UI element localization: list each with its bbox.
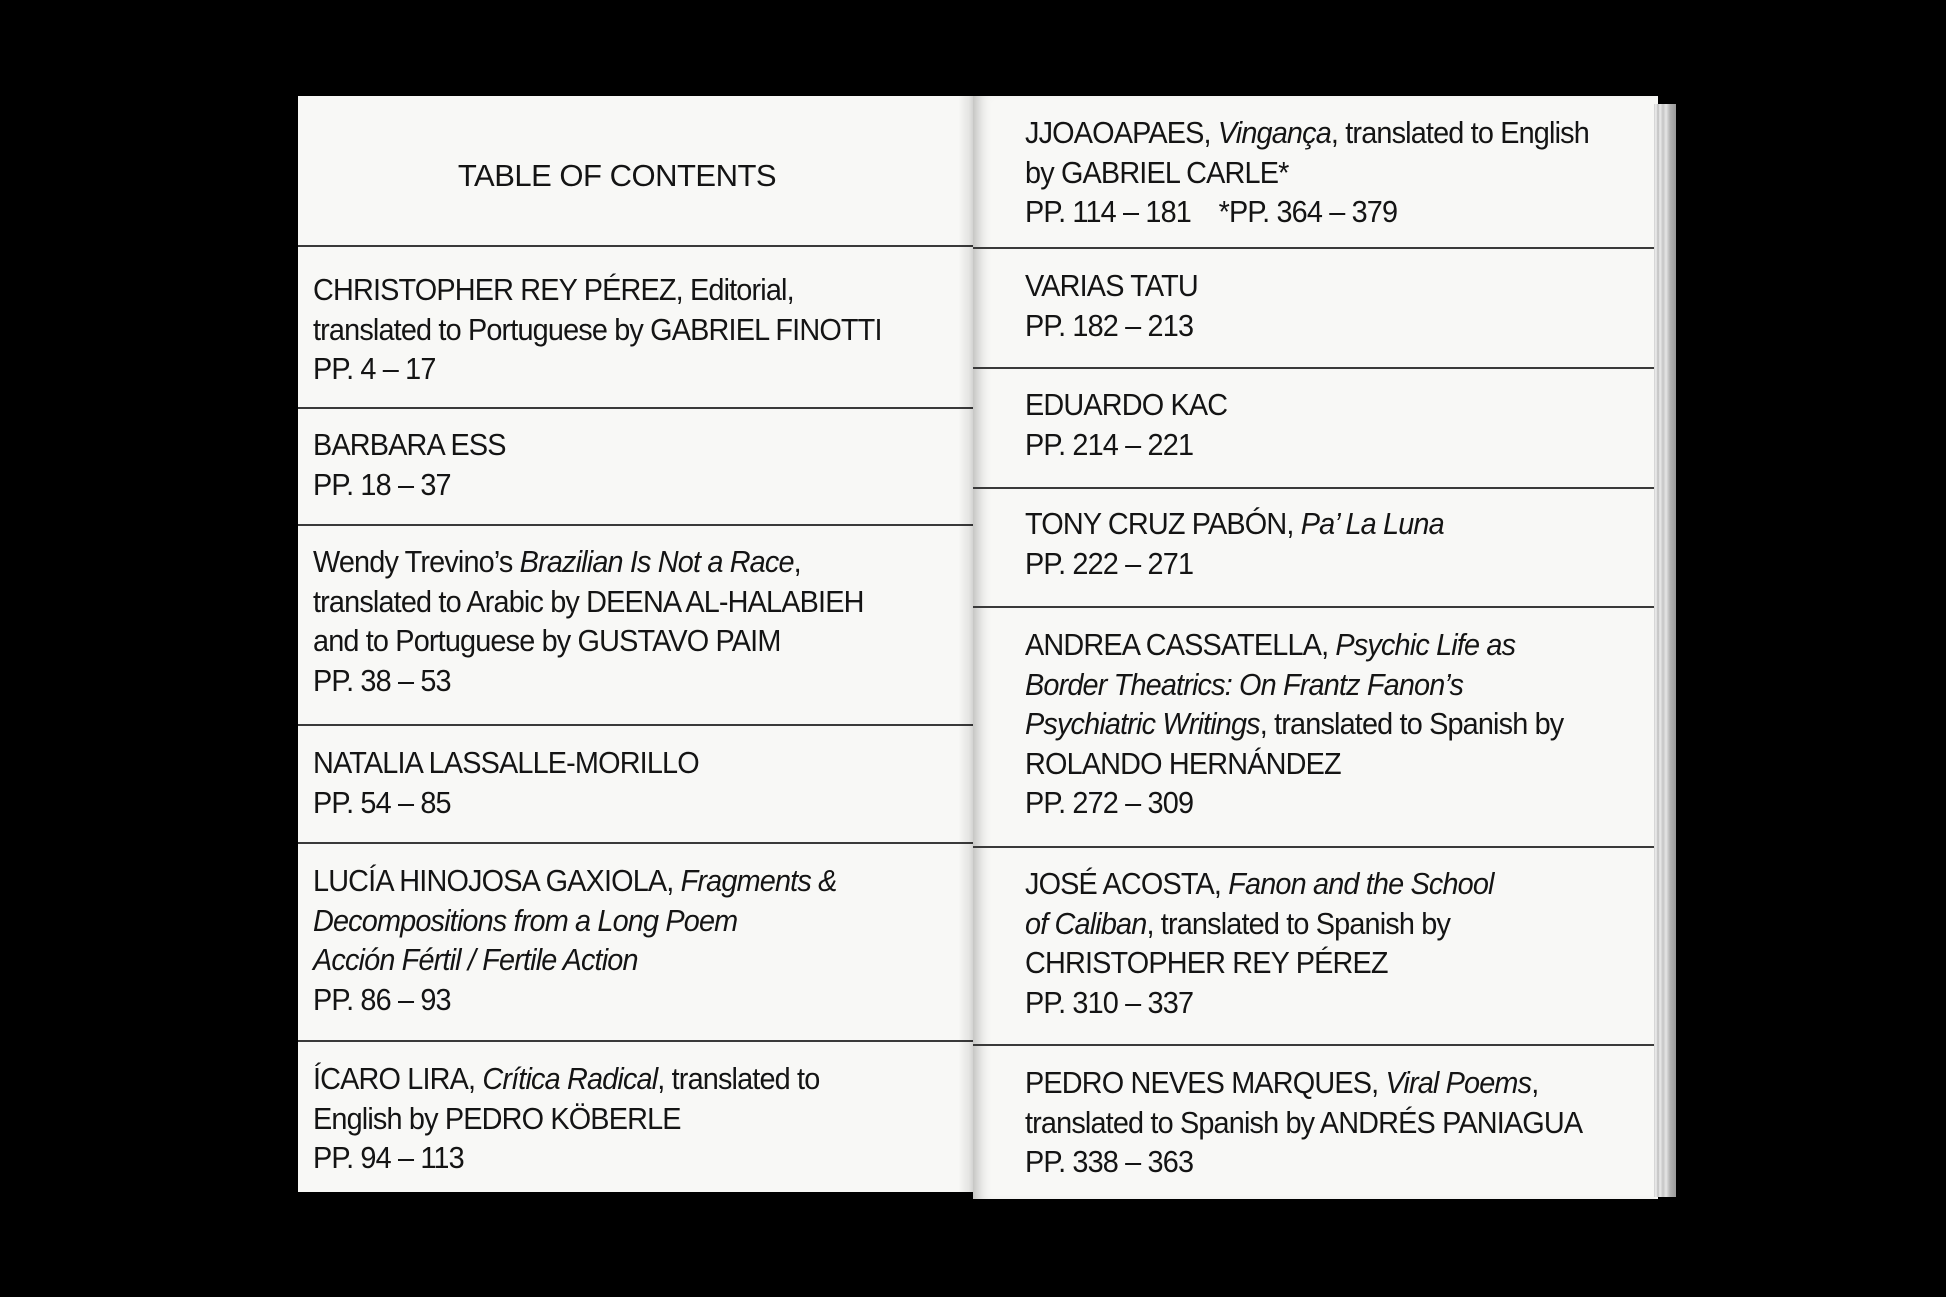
- entry-pages: PP. 38 – 53: [313, 662, 451, 698]
- entry-line: ANDREA CASSATELLA, Psychic Life as: [1025, 627, 1516, 662]
- entry-pages: PP. 272 – 309: [1025, 785, 1194, 820]
- toc-entry: [1025, 625, 1563, 823]
- divider: [973, 606, 1658, 608]
- entry-line: NATALIA LASSALLE-MORILLO: [313, 745, 699, 780]
- entry-line: PEDRO NEVES MARQUES, Viral Poems,: [1025, 1065, 1539, 1100]
- entry-line: EDUARDO KAC: [1025, 387, 1228, 422]
- entry-line: translated to Spanish by ANDRÉS PANIAGUA: [1025, 1104, 1583, 1140]
- entry-pages: PP. 214 – 221: [1025, 426, 1194, 462]
- entry-line: CHRISTOPHER REY PÉREZ: [1025, 945, 1388, 980]
- entry-pages: PP. 338 – 363: [1025, 1144, 1194, 1179]
- entry-line: VARIAS TATU: [1025, 268, 1198, 303]
- page-edges: [1654, 104, 1676, 1197]
- entry-pages: PP. 4 – 17: [313, 351, 436, 386]
- toc-entry: [1025, 1063, 1582, 1182]
- entry-line: JOSÉ ACOSTA, Fanon and the School: [1025, 866, 1494, 901]
- entry-line: Acción Fértil / Fertile Action: [313, 942, 638, 977]
- divider: [973, 1044, 1658, 1046]
- toc-entry: [313, 425, 506, 504]
- entry-line: LUCÍA HINOJOSA GAXIOLA, Fragments &: [313, 863, 837, 898]
- entry-pages-main: PP. 114 – 181: [1025, 194, 1192, 229]
- divider: [973, 487, 1658, 489]
- toc-entry: [313, 542, 864, 700]
- toc-entry: [1025, 864, 1494, 1022]
- entry-pages: PP. 54 – 85: [313, 784, 451, 820]
- entry-line: and to Portuguese by GUSTAVO PAIM: [313, 623, 781, 658]
- entry-line: TONY CRUZ PABÓN, Pa’ La Luna: [1025, 506, 1444, 541]
- left-page: [298, 96, 973, 1192]
- toc-entry: [1025, 266, 1198, 345]
- toc-entry: [1025, 504, 1444, 583]
- toc-entry: [313, 743, 699, 822]
- divider: [298, 1040, 973, 1042]
- toc-entry: [313, 270, 882, 389]
- divider: [973, 247, 1658, 249]
- entry-pages: PP. 94 – 113: [313, 1140, 464, 1175]
- entry-line: ROLANDO HERNÁNDEZ: [1025, 745, 1341, 781]
- entry-line: BARBARA ESS: [313, 427, 506, 462]
- right-page: [973, 96, 1658, 1199]
- entry-line: of Caliban, translated to Spanish by: [1025, 905, 1451, 941]
- divider: [298, 245, 973, 247]
- divider: [298, 724, 973, 726]
- entry-pages: PP. 18 – 37: [313, 466, 451, 502]
- entry-line: Border Theatrics: On Frantz Fanon’s: [1025, 666, 1464, 702]
- toc-entry: [313, 861, 836, 1019]
- toc-entry: [1025, 113, 1589, 232]
- divider: [298, 407, 973, 409]
- divider: [973, 367, 1658, 369]
- entry-line: JJOAOAPAES, Vingança, translated to English: [1025, 115, 1589, 150]
- toc-entry: [313, 1059, 819, 1178]
- divider: [298, 842, 973, 844]
- entry-pages: PP. 222 – 271: [1025, 545, 1194, 581]
- entry-line: Psychiatric Writings, translated to Spanish by: [1025, 706, 1564, 741]
- entry-line: ÍCARO LIRA, Crítica Radical, translated to: [313, 1061, 820, 1096]
- entry-line: Wendy Trevino’s Brazilian Is Not a Race,: [313, 544, 801, 579]
- toc-title: TABLE OF CONTENTS: [457, 158, 777, 193]
- divider: [973, 846, 1658, 848]
- entry-pages: PP. 182 – 213: [1025, 307, 1194, 343]
- entry-line: translated to Portuguese by GABRIEL FINOTTI: [313, 311, 882, 347]
- entry-pages: PP. 310 – 337: [1025, 984, 1194, 1020]
- entry-pages: PP. 86 – 93: [313, 981, 451, 1017]
- entry-line: CHRISTOPHER REY PÉREZ, Editorial,: [313, 272, 794, 307]
- entry-line: translated to Arabic by DEENA AL-HALABIEH: [313, 583, 864, 619]
- entry-line: by GABRIEL CARLE*: [1025, 154, 1289, 190]
- entry-line: English by PEDRO KÖBERLE: [313, 1100, 681, 1136]
- toc-entry: [1025, 385, 1227, 464]
- entry-line: Decompositions from a Long Poem: [313, 902, 738, 938]
- entry-pages: [1025, 192, 1589, 232]
- entry-pages-extra: *PP. 364 – 379: [1218, 194, 1398, 229]
- divider: [298, 524, 973, 526]
